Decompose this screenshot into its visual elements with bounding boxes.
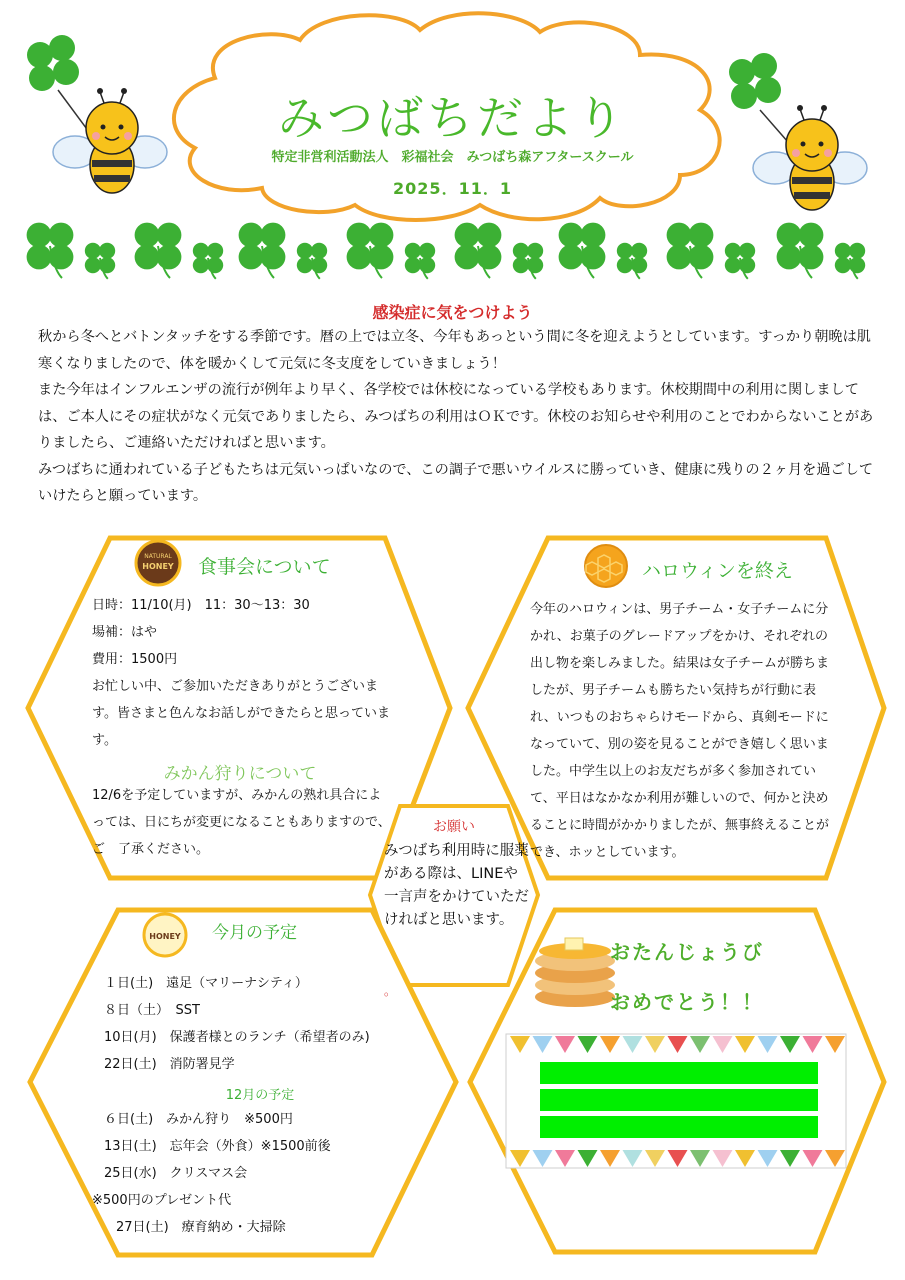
schedule-item: １日(土) 遠足（マリーナシティ） — [104, 976, 308, 991]
clover-icon — [239, 223, 286, 278]
pancake-icon — [535, 938, 615, 1007]
birthday-line1: おたんじょうび — [610, 940, 764, 964]
honey-label-text: HONEY — [149, 932, 181, 941]
birthday-line2: おめでとう！！ — [610, 990, 764, 1014]
honeycomb-icon — [585, 545, 627, 587]
clover-icon — [405, 243, 435, 279]
schedule-item: 27日(土) 療育納め・大掃除 — [116, 1220, 286, 1235]
meal-heading: 食事会について — [198, 556, 331, 578]
december-list — [92, 1106, 331, 1241]
schedule-item: ※500円のプレゼント代 — [92, 1193, 232, 1208]
honey-icon-text: HONEY — [142, 562, 174, 571]
clover-icon — [455, 223, 502, 278]
clover-icon — [85, 243, 115, 279]
halloween-heading: ハロウィンを終え — [642, 560, 793, 582]
clover-icon — [135, 223, 182, 278]
schedule-item: 13日(土) 忘年会（外食）※1500前後 — [104, 1139, 331, 1154]
honey-icon-subtext: NATURAL — [144, 553, 172, 560]
schedule-item: 25日(水) クリスマス会 — [104, 1166, 248, 1181]
clover-icon — [513, 243, 543, 279]
schedule-item: ８日（土） SST — [104, 1003, 200, 1018]
clover-icon — [297, 243, 327, 279]
halloween-text: 今年のハロウィンは、男子チーム・女子チームに分かれ、お菓子のグレードアップをかけ、それぞれの出し物を楽しみました。結果は女子チームが勝ちましたが、男子チームも勝ちたい気持ちが行動に表れ、いつものおちゃらけモードから、真剣モードになっていて、別の姿を見ることができ嬉しく思いました。中学生以上のお友だちが多く参加されていて、平日はなかなか利用が難しいので、何かと決めることに時間がかかりましたが、無事終えることができ、ホッとしています。 — [530, 602, 830, 860]
intro-paragraph: また今年はインフルエンザの流行が例年より早く、各学校では休校になっている学校もあります。休校期間中の利用に関しましては、ご本人にその症状がなく元気でありましたら、みつばちの利用はＯＫです。休校のお知らせや利用のことでわからないことがありましたら、ご連絡いただければと思います。 — [38, 382, 874, 451]
request-text: みつばち利用時に服薬がある際は、LINEや一言声をかけていただければと思います。 — [384, 843, 529, 928]
december-heading: 12月の予定 — [225, 1088, 295, 1103]
intro-paragraph: みつばちに通われている子どもたちは元気いっぱいなので、この調子で悪いウイルスに勝っていき、健康に残りの２ヶ月を過ごしていけたらと願っています。 — [38, 461, 874, 504]
mikan-heading: みかん狩りについて — [163, 764, 317, 784]
request-heading: お願い — [433, 819, 475, 835]
clover-icon — [617, 243, 647, 279]
clover-icon — [725, 243, 755, 279]
clover-border — [27, 223, 866, 279]
intro-paragraph: 秋から冬へとバトンタッチをする季節です。暦の上では立冬、今年もあっという間に冬を迎えようとしています。すっかり朝晩は肌寒くなりましたので、体を暖かくして元気に冬支度をしていきましょう！ — [38, 329, 871, 372]
schedule-heading: 今月の予定 — [212, 923, 297, 943]
meal-line: 場補：はや — [92, 625, 158, 640]
mikan-text: 12/6を予定していますが、みかんの熟れ具合によっては、日にちが変更になることもありますので、ご 了承ください。 — [92, 788, 391, 857]
schedule-item: ６日(土) みかん狩り ※500円 — [104, 1112, 293, 1127]
meal-line: 費用：1500円 — [92, 652, 178, 667]
request-dot: 。 — [384, 984, 397, 998]
meal-line: 日時：11/10(月) 11：30〜13：30 — [92, 598, 310, 613]
clover-icon — [27, 223, 74, 278]
redacted-name-bar — [540, 1062, 818, 1084]
meal-line: お忙しい中、ご参加いただきありがとうございます。皆さまと色んなお話しができたらと思っています。 — [92, 679, 390, 748]
clover-icon — [193, 243, 223, 279]
clover-icon — [347, 223, 394, 278]
organization-name: 特定非営利活動法人 彩福社会 みつばち森アフタースクール — [271, 150, 634, 165]
issue-date: 2025．11．1 — [393, 179, 512, 198]
intro-heading: 感染症に気をつけよう — [372, 303, 533, 322]
intro-text — [38, 324, 880, 510]
clover-icon — [777, 223, 824, 278]
schedule-item: 22日(土) 消防署見学 — [104, 1057, 235, 1072]
newsletter-title: みつばちだより — [277, 91, 628, 145]
honey-jar-icon — [136, 541, 180, 585]
honey-label-icon — [144, 914, 186, 956]
redacted-name-bar — [540, 1116, 818, 1138]
clover-icon — [835, 243, 865, 279]
schedule-item: 10日(月) 保護者様とのランチ（希望者のみ) — [104, 1030, 370, 1045]
clover-icon — [559, 223, 606, 278]
meal-details — [92, 592, 392, 754]
redacted-name-bar — [540, 1089, 818, 1111]
schedule-list — [104, 970, 370, 1078]
clover-icon — [667, 223, 714, 278]
